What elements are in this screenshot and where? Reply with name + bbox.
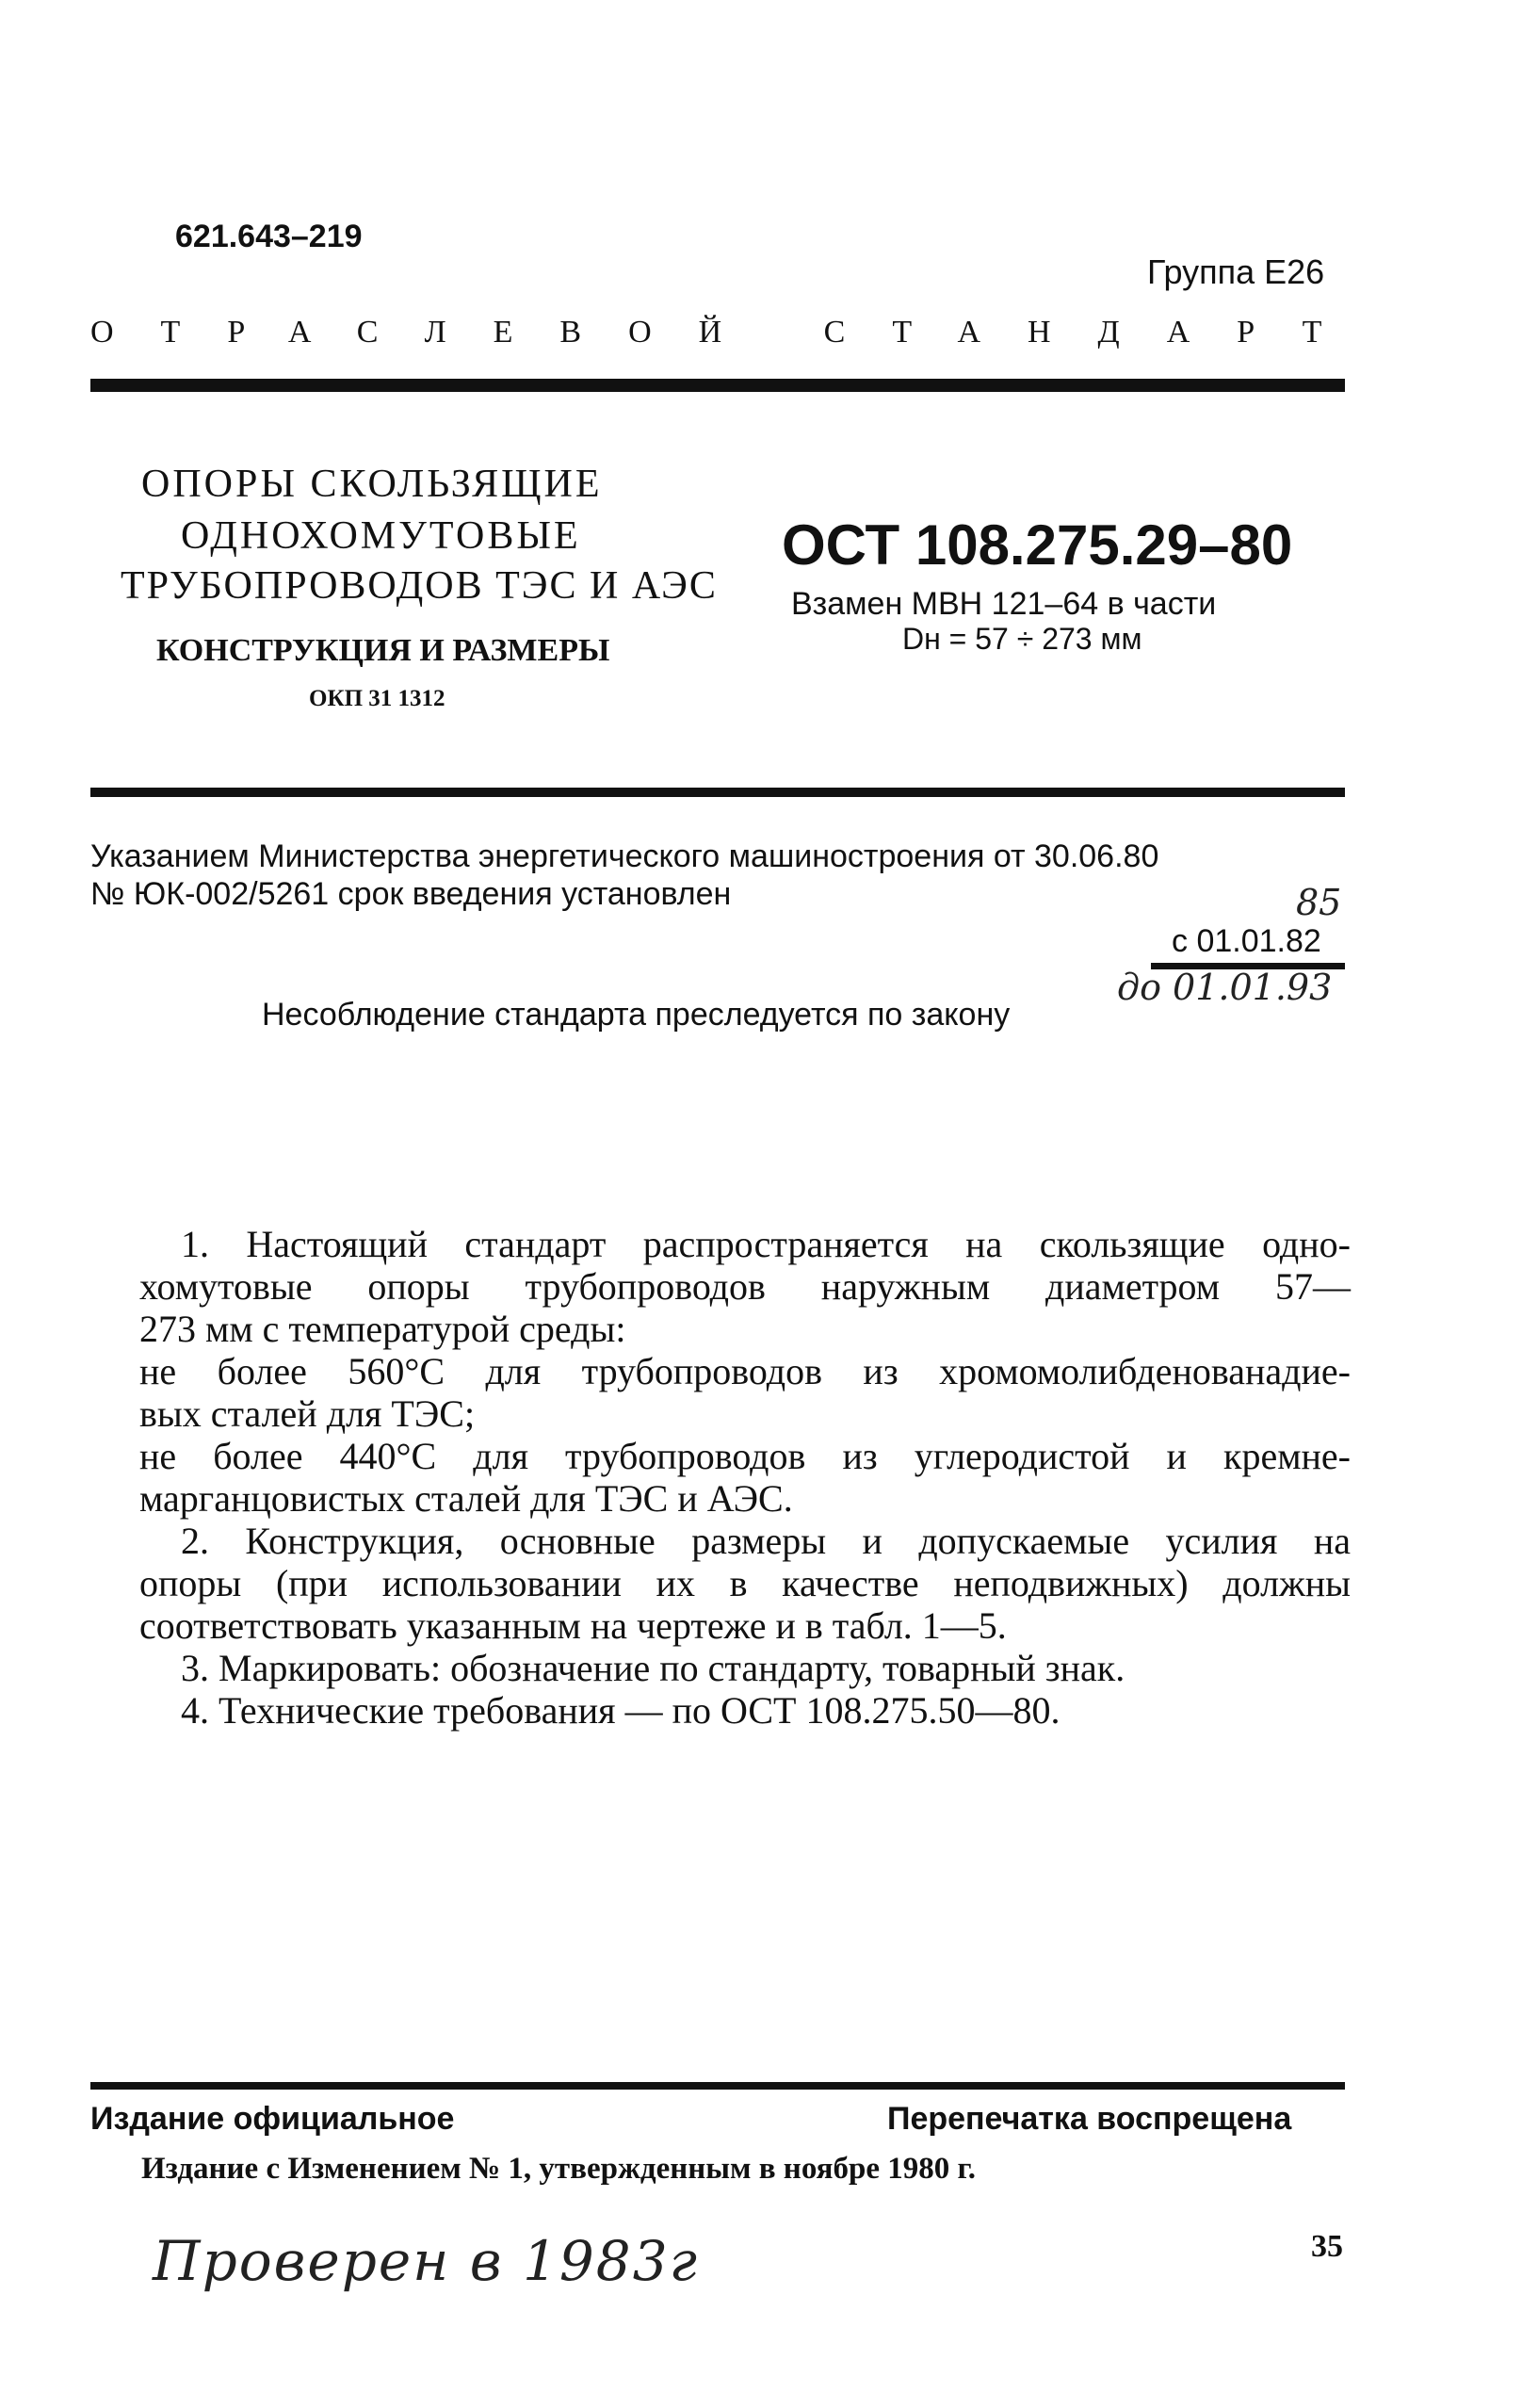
paragraph-1-line: хомутовые опоры трубопроводов наружным диаметром 57— xyxy=(139,1265,1351,1308)
paragraph-1-line: не более 560°С для трубопроводов из хромомолибденованадие- xyxy=(139,1350,1351,1392)
header-rule xyxy=(90,379,1345,392)
decree-line-1: Указанием Министерства энергетического машиностроения от 30.06.80 xyxy=(90,838,1159,874)
handwritten-extension-date: до 01.01.93 xyxy=(1117,967,1333,1008)
paragraph-1-line: 1. Настоящий стандарт распространяется на скользящие одно- xyxy=(181,1223,1351,1265)
title-line-3: ТРУБОПРОВОДОВ ТЭС И АЭС xyxy=(121,564,718,608)
title-line-1: ОПОРЫ СКОЛЬЗЯЩИЕ xyxy=(141,463,603,506)
group-label: Группа Е26 xyxy=(1147,252,1325,291)
paragraph-4: 4. Технические требования — по ОСТ 108.275.50—80. xyxy=(181,1689,1061,1732)
paragraph-3: 3. Маркировать: обозначение по стандарту, товарный знак. xyxy=(181,1647,1125,1689)
handwritten-year-85: 85 xyxy=(1296,882,1342,923)
title-subtitle: КОНСТРУКЦИЯ И РАЗМЕРЫ xyxy=(156,633,610,668)
replaces-line-1: Взамен МВН 121–64 в части xyxy=(791,586,1217,622)
replaces-line-2: Dн = 57 ÷ 273 мм xyxy=(902,622,1142,656)
footer-rule xyxy=(90,2082,1345,2090)
law-notice: Несоблюдение стандарта преследуется по закону xyxy=(262,997,1011,1033)
handwritten-check-note: Проверен в 1983г xyxy=(153,2229,699,2293)
paragraph-2 xyxy=(139,1520,1351,1647)
paragraph-1-line: вых сталей для ТЭС; xyxy=(139,1392,476,1435)
effective-date: с 01.01.82 xyxy=(1172,923,1321,959)
title-line-2: ОДНОХОМУТОВЫЕ xyxy=(181,514,581,558)
official-edition-label: Издание официальное xyxy=(90,2101,455,2137)
paragraph-1-line: 273 мм с температурой среды: xyxy=(139,1308,626,1350)
paragraph-2-line: 2. Конструкция, основные размеры и допускаемые усилия на xyxy=(181,1520,1351,1562)
okp-code: ОКП 31 1312 xyxy=(309,686,445,711)
page-number: 35 xyxy=(1311,2229,1343,2264)
reprint-prohibited-label: Перепечатка воспрещена xyxy=(887,2101,1292,2137)
paragraph-2-line: опоры (при использовании их в качестве неподвижных) должны xyxy=(139,1562,1351,1604)
edition-note: Издание с Изменением № 1, утвержденным в ноябре 1980 г. xyxy=(141,2152,977,2186)
udc-code: 621.643–219 xyxy=(175,219,363,254)
standard-banner: ОТРАСЛЕВОЙ СТАНДАРТ xyxy=(90,315,1369,350)
decree-line-2: № ЮК-002/5261 срок введения установлен xyxy=(90,876,732,912)
standard-designation: ОСТ 108.275.29–80 xyxy=(782,513,1293,577)
paragraph-2-line: соответствовать указанным на чертеже и в табл. 1—5. xyxy=(139,1604,1007,1647)
paragraph-1-line: марганцовистых сталей для ТЭС и АЭС. xyxy=(139,1477,793,1520)
title-rule xyxy=(90,788,1345,797)
paragraph-1-line: не более 440°С для трубопроводов из углеродистой и кремне- xyxy=(139,1435,1351,1477)
paragraph-1 xyxy=(139,1223,1351,1520)
